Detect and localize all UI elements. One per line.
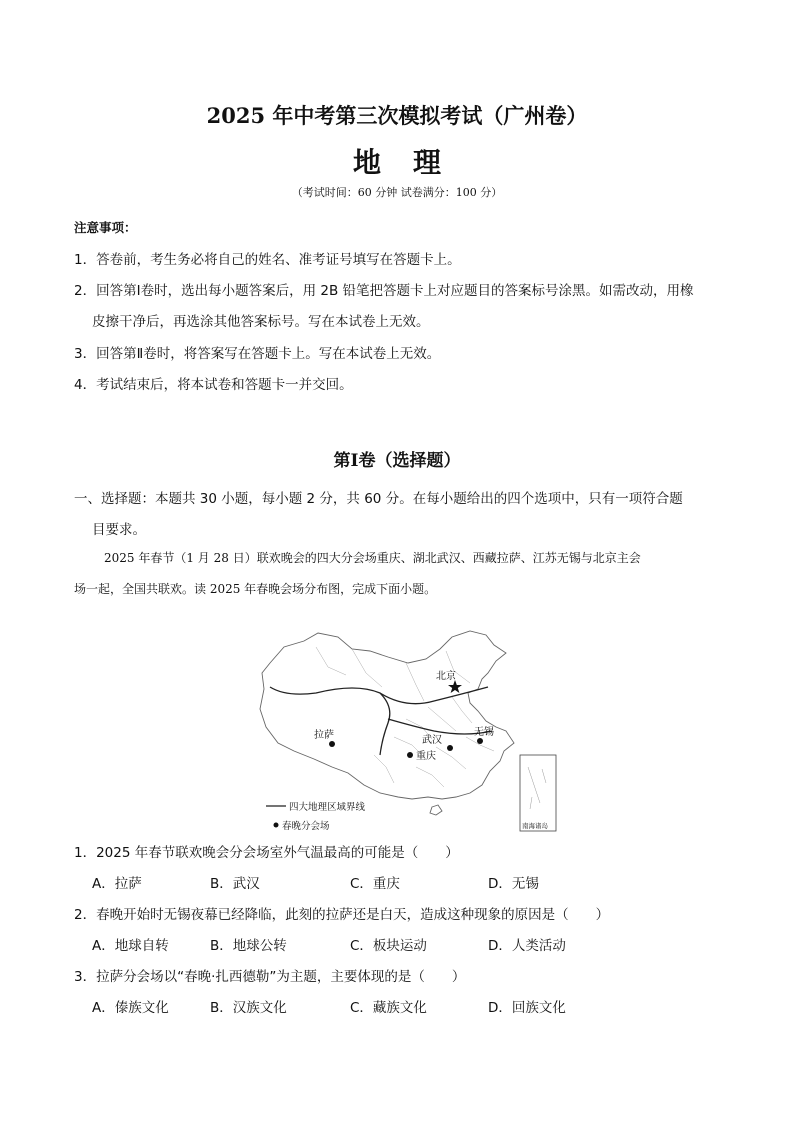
option-b: B．汉族文化 — [210, 1000, 287, 1016]
province-lines — [316, 647, 494, 787]
option-b: B．武汉 — [210, 876, 260, 892]
region-boundary-lines — [270, 687, 492, 755]
venue-dot-wuhan — [447, 745, 453, 751]
section-instruction: 目要求。 — [92, 522, 146, 538]
option-c: C．重庆 — [350, 876, 400, 892]
venue-map — [256, 627, 558, 833]
venue-dot-wuxi — [477, 738, 483, 744]
question-stem: 1．2025 年春节联欢晚会分会场室外气温最高的可能是（ ） — [74, 845, 459, 861]
question-stem: 3．拉萨分会场以“春晚·扎西德勒”为主题，主要体现的是（ ） — [74, 969, 466, 985]
option-b: B．地球公转 — [210, 938, 287, 954]
venue-dot-lhasa — [329, 741, 335, 747]
option-c: C．板块运动 — [350, 938, 427, 954]
legend-venue: 春晚分会场 — [282, 821, 330, 832]
exam-info: （考试时间：60 分钟 试卷满分：100 分） — [291, 186, 503, 199]
map-label-wuxi: 无锡 — [474, 727, 494, 738]
note-item: 3．回答第Ⅱ卷时，将答案写在答题卡上。写在本试卷上无效。 — [74, 346, 441, 362]
exam-title: 2025 年中考第三次模拟考试（广州卷） — [206, 103, 588, 128]
option-d: D．无锡 — [488, 876, 539, 892]
option-d: D．回族文化 — [488, 1000, 566, 1016]
option-c: C．藏族文化 — [350, 1000, 427, 1016]
map-label-lhasa: 拉萨 — [314, 730, 334, 741]
note-item: 皮擦干净后，再选涂其他答案标号。写在本试卷上无效。 — [92, 314, 430, 330]
china-outline — [260, 631, 514, 815]
legend-dot-swatch — [274, 823, 279, 828]
note-item: 4．考试结束后，将本试卷和答题卡一并交回。 — [74, 377, 353, 393]
note-item: 2．回答第Ⅰ卷时，选出每小题答案后，用 2B 铅笔把答题卡上对应题目的答案标号涂黑。如需改动，用橡 — [74, 283, 694, 299]
passage-text: 2025 年春节（1 月 28 日）联欢晚会的四大分会场重庆、湖北武汉、西藏拉萨、江苏无锡与北京主会 — [104, 551, 641, 565]
passage-text: 场一起，全国共联欢。读 2025 年春晚会场分布图，完成下面小题。 — [74, 582, 437, 596]
notes-heading: 注意事项： — [74, 220, 137, 235]
south-china-sea-inset — [520, 755, 556, 831]
subject-title: 地理 — [352, 146, 473, 179]
inset-label: 南海诸岛 — [522, 822, 548, 830]
map-label-chongqing: 重庆 — [416, 751, 436, 762]
note-item: 1．答卷前，考生务必将自己的姓名、准考证号填写在答题卡上。 — [74, 252, 461, 268]
map-label-beijing: 北京 — [436, 671, 456, 682]
venue-dot-chongqing — [407, 752, 413, 758]
option-a: A．拉萨 — [92, 876, 142, 892]
section-title: 第Ⅰ卷（选择题） — [333, 451, 461, 471]
option-a: A．地球自转 — [92, 938, 169, 954]
question-stem: 2．春晚开始时无锡夜幕已经降临，此刻的拉萨还是白天，造成这种现象的原因是（ ） — [74, 907, 610, 923]
map-label-wuhan: 武汉 — [422, 735, 442, 746]
legend-boundary: 四大地理区域界线 — [289, 802, 366, 813]
option-d: D．人类活动 — [488, 938, 566, 954]
option-a: A．傣族文化 — [92, 1000, 169, 1016]
section-instruction: 一、选择题：本题共 30 小题，每小题 2 分，共 60 分。在每小题给出的四个选项中，只有一项符合题 — [74, 491, 683, 507]
